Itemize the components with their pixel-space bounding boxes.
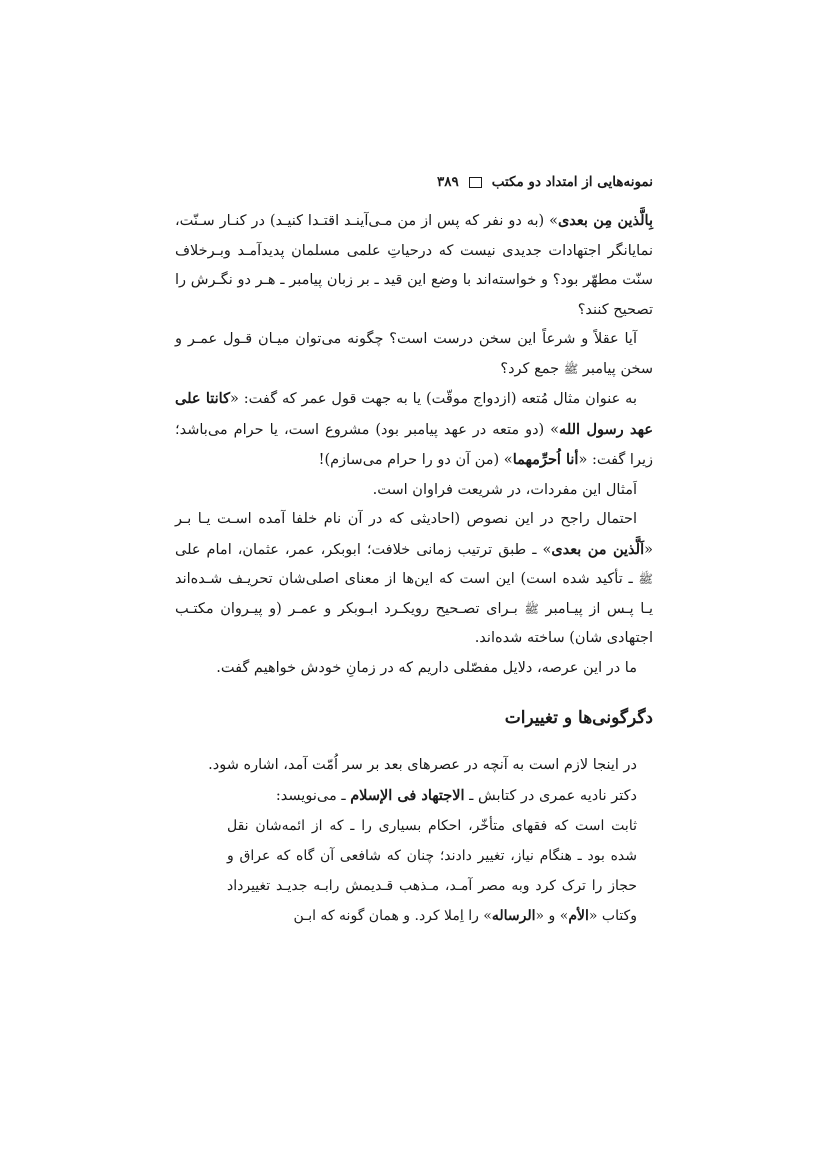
honorific-symbol-icon: ﷺ xyxy=(524,601,539,616)
paragraph-text: ـ تأکید شده است) این است که این‌ها از معنای اصلی‌شان تحریـف شـده‌اند یـا پـس از پیـامبر xyxy=(175,571,653,617)
paragraph-text: آیا عقلاً و شرعاً این سخن درست است؟ چگونه می‌توان میـان قـول عمـر و سخن پیامبر xyxy=(175,331,653,377)
bold-term: أنا اُحرِّمهما xyxy=(512,451,579,468)
bold-term: اَلَّذین من بعدی xyxy=(551,540,645,558)
paragraph-5 xyxy=(175,505,653,654)
paragraph-2 xyxy=(175,325,653,384)
paragraph-text: » (به دو نفر که پس از من مـی‌آینـد اقتـدا کنیـد) در کنـار سـنّت، نمایانگر اجتهادات جدیدی نیست که درحیاتِ علمی مسلمان پدیدآمـد وبـرخلاف سنّت مطهّر بود؟ و خواسته‌اند با وضع این قید ـ بر زبان پیامبر ـ هـر دو نگـرش را تصحیح کنند؟ xyxy=(175,213,653,318)
paragraph-text: اَمثال این مفردات، در شریعت فراوان است. xyxy=(372,481,637,498)
honorific-symbol-icon: ﷺ xyxy=(563,361,579,376)
running-title: نمونه‌هایی از امتداد دو مکتب xyxy=(491,174,653,190)
paragraph-3 xyxy=(175,384,653,476)
paragraph-text: ـ می‌نویسد: xyxy=(275,787,351,804)
paragraph-7 xyxy=(175,751,653,781)
bold-term: الأم xyxy=(568,908,589,924)
section-heading: دگرگونی‌ها و تغییرات xyxy=(504,708,653,728)
quote-paragraph xyxy=(227,811,637,931)
bold-term: الرساله xyxy=(491,908,536,924)
block-quote xyxy=(175,811,653,931)
paragraph-1 xyxy=(175,206,653,325)
paragraph-text: به عنوان مثال مُتعه (ازدواج موقّت) یا به جهت قول عمر که گفت: « xyxy=(230,391,637,407)
quote-text: » و « xyxy=(535,908,569,924)
document-page xyxy=(175,168,653,931)
page-number: ۳۸۹ xyxy=(436,174,459,190)
bold-term: کانتا علی عهد رسول الله xyxy=(175,390,653,438)
paragraph-4 xyxy=(175,476,653,506)
paragraph-text: دکتر نادیه عمری در کتابش ـ xyxy=(464,787,637,804)
paragraph-text: بـرای تصـحیح رویکـرد ابـوبکر و عمـر (و پیـروان مکتـب اجتهادی شان) ساخته شده‌اند. xyxy=(175,600,653,646)
bold-term: بِالَّذين مِن بعدی xyxy=(557,212,654,229)
quote-text: ثابت است که فقهای متأخّر، احکام بسیاری را ـ که از ائمه‌شان نقل شده بود ـ هنگام نیاز، تغییر دادند؛ چنان که شافعی آن گاه که عراق و حجاز را ترک کرد وبه مصر آمـد، مـذهب قـدیمش رابـه جدیـد تغییرداد وکتاب « xyxy=(227,818,637,924)
paragraph-text: » ـ طبق ترتیب زمانی خلافت؛ ابوبکر، عمر، عثمان، امام علی xyxy=(175,541,552,558)
bold-term: الاجتهاد فی الإسلام xyxy=(350,786,465,804)
paragraph-6 xyxy=(175,654,653,684)
paragraph-text: » (من آن دو را حرام می‌سازم)! xyxy=(318,452,513,468)
paragraph-text: در اینجا لازم است به آنچه در عصرهای بعد بر سر اُمّت آمد، اشاره شود. xyxy=(208,757,637,773)
honorific-symbol-icon: ﷺ xyxy=(638,572,653,586)
paragraph-text: ما در این عرصه، دلایل مفصّلی داریم که در زمانِ خودش خواهیم گفت. xyxy=(216,659,637,676)
paragraph-text: » (دو متعه در عهد پیامبر بود) مشروع است، یا حرام می‌باشد؛ زیرا گفت: « xyxy=(175,421,653,468)
running-header xyxy=(175,168,653,196)
paragraph-text: احتمال راجح در این نصوص (احادیثی که در آن نام خلفا آمده اسـت یـا بـر « xyxy=(175,511,653,558)
quote-text: » را اِملا کرد. و همان گونه که ابـن xyxy=(293,908,492,924)
square-ornament-icon xyxy=(469,177,482,188)
paragraph-8 xyxy=(175,781,653,812)
paragraph-text: جمع کرد؟ xyxy=(500,360,564,377)
